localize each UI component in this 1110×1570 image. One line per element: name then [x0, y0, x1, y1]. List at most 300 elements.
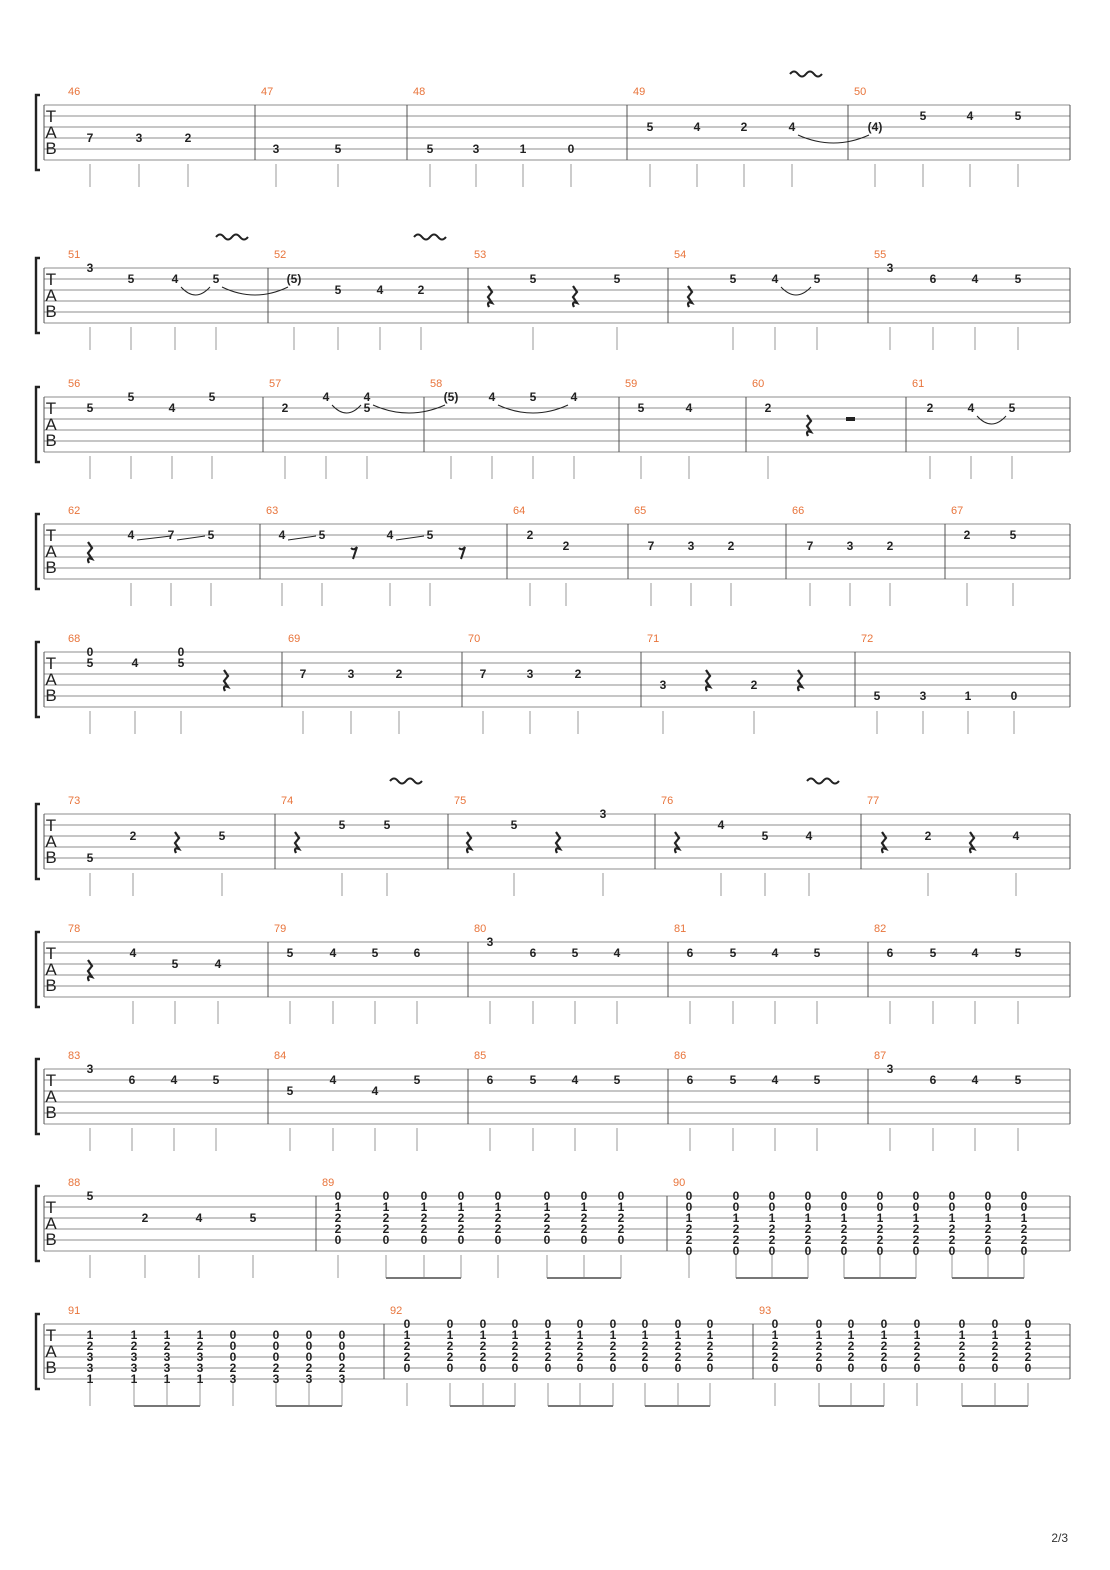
fret-number: 0	[991, 1317, 999, 1331]
quarter-rest-icon	[798, 670, 802, 691]
measure	[68, 1050, 220, 1151]
fret-number: 3	[229, 1372, 237, 1386]
measure	[468, 249, 621, 350]
fret-number: 0	[576, 1361, 584, 1375]
measure	[855, 633, 1018, 734]
fret-number: 0	[984, 1200, 992, 1214]
system-bracket	[36, 1314, 40, 1389]
fret-number: 1	[196, 1328, 204, 1342]
tab-clef-letter: T	[45, 107, 57, 126]
fret-number: 3	[472, 142, 480, 156]
fret-number: 1	[543, 1200, 551, 1214]
tab-system	[36, 249, 1070, 350]
fret-number: 5	[613, 272, 621, 286]
system-bracket	[36, 387, 40, 462]
fret-number: 2	[958, 1339, 966, 1353]
measure	[268, 1050, 421, 1151]
tab-clef-letter: T	[45, 270, 57, 289]
fret-number: 1	[420, 1200, 428, 1214]
fret-number: 2	[544, 1339, 552, 1353]
measure-number: 52	[274, 249, 287, 261]
measure-number: 74	[281, 795, 294, 807]
fret-number: 0	[1024, 1317, 1032, 1331]
fret-number: 1	[880, 1328, 888, 1342]
fret-number: 2	[926, 401, 934, 415]
fret-number: 2	[674, 1339, 682, 1353]
fret-number: 5	[510, 818, 518, 832]
fret-number: 2	[963, 528, 971, 542]
fret-number: 0	[511, 1361, 519, 1375]
fret-number: 0	[732, 1244, 740, 1258]
fret-number: 1	[130, 1372, 138, 1386]
fret-number: 6	[886, 946, 894, 960]
measure	[424, 378, 578, 479]
fret-number: 2	[685, 1222, 693, 1236]
measure-number: 67	[951, 505, 964, 517]
fret-number: 5	[413, 1073, 421, 1087]
fret-number: 3	[130, 1361, 138, 1375]
fret-number: 2	[395, 667, 403, 681]
fret-number: 0	[948, 1200, 956, 1214]
fret-number: 0	[847, 1317, 855, 1331]
fret-number: 5	[86, 1189, 94, 1203]
fret-number: 1	[511, 1328, 519, 1342]
measure-number: 91	[68, 1305, 81, 1317]
tie-arc	[222, 287, 288, 295]
measure-number: 86	[674, 1050, 687, 1062]
fret-number: 1	[964, 689, 972, 703]
tab-clef-letter: A	[45, 286, 57, 305]
fret-number: 0	[479, 1317, 487, 1331]
measure	[68, 86, 192, 187]
fret-number: 2	[617, 1211, 625, 1225]
fret-number: 3	[305, 1372, 313, 1386]
fret-number: 3	[687, 539, 695, 553]
fret-number: 2	[130, 1339, 138, 1353]
fret-number: 6	[686, 1073, 694, 1087]
fret-number: 2	[446, 1339, 454, 1353]
fret-number: 1	[580, 1200, 588, 1214]
vibrato-icon	[390, 779, 422, 784]
fret-number: 0	[768, 1244, 776, 1258]
fret-number: 0	[544, 1361, 552, 1375]
fret-number: 6	[686, 946, 694, 960]
fret-number: 2	[991, 1350, 999, 1364]
tab-system	[36, 633, 1070, 734]
fret-number: 0	[732, 1200, 740, 1214]
tie-arc	[977, 416, 1006, 424]
fret-number: 2	[163, 1339, 171, 1353]
fret-number: 1	[334, 1200, 342, 1214]
fret-number: 3	[659, 678, 667, 692]
fret-number: 2	[272, 1361, 280, 1375]
fret-number: 2	[457, 1211, 465, 1225]
fret-number: 1	[685, 1211, 693, 1225]
system-bracket	[36, 95, 40, 170]
tab-clef-letter: A	[45, 415, 57, 434]
fret-number: 6	[929, 1073, 937, 1087]
fret-number: 0	[177, 645, 185, 659]
measure-number: 81	[674, 923, 687, 935]
fret-number: 2	[609, 1350, 617, 1364]
fret-number: 2	[543, 1222, 551, 1236]
fret-number: 0	[229, 1339, 237, 1353]
measure-number: 84	[274, 1050, 287, 1062]
measure	[667, 1177, 1028, 1278]
fret-number: 4	[488, 390, 496, 404]
fret-number: 5	[729, 272, 737, 286]
tab-clef-letter: B	[45, 139, 57, 158]
fret-number: 5	[212, 272, 220, 286]
fret-number: 2	[526, 528, 534, 542]
measure-number: 73	[68, 795, 81, 807]
measure-number: 70	[468, 633, 481, 645]
fret-number: 1	[130, 1328, 138, 1342]
fret-number: 0	[494, 1233, 502, 1247]
fret-number: 0	[1020, 1244, 1028, 1258]
fret-number: 2	[948, 1222, 956, 1236]
tab-clef-letter: B	[45, 302, 57, 321]
fret-number: 1	[1024, 1328, 1032, 1342]
fret-number: 1	[576, 1328, 584, 1342]
fret-number: 0	[876, 1244, 884, 1258]
slide-line	[396, 536, 424, 540]
fret-number: 1	[815, 1328, 823, 1342]
fret-number: 0	[732, 1189, 740, 1203]
fret-number: 4	[371, 1084, 379, 1098]
system-bracket	[36, 804, 40, 879]
measure	[68, 249, 220, 350]
measure-number: 69	[288, 633, 301, 645]
fret-number: 0	[815, 1317, 823, 1331]
fret-number: 1	[948, 1211, 956, 1225]
fret-number: 0	[494, 1189, 502, 1203]
fret-number: 3	[919, 689, 927, 703]
measure	[945, 505, 1017, 606]
fret-number: 2	[674, 1350, 682, 1364]
measure	[507, 505, 570, 606]
fret-number: 4	[693, 120, 701, 134]
fret-number: 2	[580, 1222, 588, 1236]
measure	[68, 1305, 346, 1406]
fret-number: (4)	[867, 120, 883, 134]
measure-number: 71	[647, 633, 660, 645]
fret-number: 2	[382, 1211, 390, 1225]
fret-number: 2	[446, 1350, 454, 1364]
fret-number: 2	[382, 1222, 390, 1236]
fret-number: 2	[876, 1233, 884, 1247]
fret-number: 2	[727, 539, 735, 553]
fret-number: 4	[195, 1211, 203, 1225]
fret-number: 2	[141, 1211, 149, 1225]
fret-number: 0	[840, 1244, 848, 1258]
fret-number: 0	[958, 1361, 966, 1375]
tab-clef-letter: A	[45, 1342, 57, 1361]
fret-number: 0	[984, 1189, 992, 1203]
fret-number: (5)	[286, 272, 302, 286]
fret-number: 3	[130, 1350, 138, 1364]
fret-number: 2	[494, 1211, 502, 1225]
quarter-rest-icon	[295, 832, 299, 853]
fret-number: 5	[249, 1211, 257, 1225]
fret-number: 0	[382, 1189, 390, 1203]
fret-number: 0	[420, 1233, 428, 1247]
fret-number: 5	[318, 528, 326, 542]
fret-number: 5	[929, 946, 937, 960]
quarter-rest-icon	[706, 670, 710, 691]
quarter-rest-icon	[970, 832, 974, 853]
fret-number: 0	[912, 1244, 920, 1258]
quarter-rest-icon	[488, 286, 492, 307]
quarter-rest-icon	[224, 670, 228, 691]
fret-number: 2	[420, 1211, 428, 1225]
measure	[668, 249, 821, 350]
fret-number: 0	[685, 1200, 693, 1214]
measure	[282, 633, 403, 734]
fret-number: 7	[86, 131, 94, 145]
fret-number: 6	[413, 946, 421, 960]
fret-number: 2	[913, 1339, 921, 1353]
measure	[263, 378, 371, 479]
fret-number: 2	[196, 1339, 204, 1353]
fret-number: 1	[912, 1211, 920, 1225]
slide-line	[137, 536, 171, 540]
fret-number: 4	[131, 656, 139, 670]
fret-number: 3	[163, 1350, 171, 1364]
fret-number: 5	[171, 957, 179, 971]
fret-number: 4	[278, 528, 286, 542]
fret-number: 2	[338, 1361, 346, 1375]
fret-number: 2	[732, 1233, 740, 1247]
tab-clef-letter: T	[45, 399, 57, 418]
measure-number: 78	[68, 923, 81, 935]
fret-number: 1	[771, 1328, 779, 1342]
fret-number: 0	[641, 1317, 649, 1331]
fret-number: 3	[272, 1372, 280, 1386]
fret-number: 7	[299, 667, 307, 681]
fret-number: 5	[177, 656, 185, 670]
fret-number: 2	[576, 1350, 584, 1364]
fret-number: 2	[912, 1222, 920, 1236]
fret-number: 0	[338, 1328, 346, 1342]
measure-number: 65	[634, 505, 647, 517]
measure-number: 88	[68, 1177, 81, 1189]
fret-number: 0	[334, 1189, 342, 1203]
fret-number: 4	[971, 272, 979, 286]
fret-number: 0	[674, 1361, 682, 1375]
system-bracket	[36, 1059, 40, 1134]
fret-number: 2	[420, 1222, 428, 1236]
tab-clef-letter: A	[45, 832, 57, 851]
measure-number: 85	[474, 1050, 487, 1062]
fret-number: 0	[840, 1200, 848, 1214]
quarter-rest-icon	[175, 832, 179, 853]
measure-number: 63	[266, 505, 279, 517]
fret-number: 4	[771, 272, 779, 286]
fret-number: 0	[580, 1189, 588, 1203]
quarter-rest-icon	[467, 832, 471, 853]
fret-number: 5	[571, 946, 579, 960]
fret-number: 0	[912, 1200, 920, 1214]
tab-system	[36, 795, 1070, 896]
tab-clef-letter: A	[45, 542, 57, 561]
fret-number: 0	[685, 1244, 693, 1258]
tab-clef-letter: B	[45, 686, 57, 705]
fret-number: 1	[446, 1328, 454, 1342]
fret-number: 5	[1014, 272, 1022, 286]
fret-number: 0	[685, 1189, 693, 1203]
tab-clef-letter: T	[45, 1326, 57, 1345]
fret-number: 2	[184, 131, 192, 145]
fret-number: 2	[1020, 1222, 1028, 1236]
fret-number: 7	[167, 528, 175, 542]
fret-number: 0	[511, 1317, 519, 1331]
fret-number: 4	[1012, 829, 1020, 843]
fret-number: 0	[804, 1200, 812, 1214]
fret-number: 3	[196, 1361, 204, 1375]
measure-number: 54	[674, 249, 687, 261]
measure	[68, 633, 228, 734]
fret-number: 2	[840, 1233, 848, 1247]
quarter-rest-icon	[688, 286, 692, 307]
fret-number: 3	[846, 539, 854, 553]
measure	[448, 795, 607, 896]
fret-number: 2	[732, 1222, 740, 1236]
fret-number: 4	[329, 1073, 337, 1087]
fret-number: 0	[913, 1361, 921, 1375]
vibrato-icon	[414, 235, 446, 240]
fret-number: 0	[913, 1317, 921, 1331]
fret-number: 2	[544, 1350, 552, 1364]
fret-number: 2	[479, 1339, 487, 1353]
fret-number: 0	[272, 1328, 280, 1342]
fret-number: 1	[1020, 1211, 1028, 1225]
fret-number: 4	[168, 401, 176, 415]
fret-number: 4	[127, 528, 135, 542]
measure	[619, 378, 693, 479]
fret-number: 2	[750, 678, 758, 692]
vibrato-icon	[790, 72, 822, 77]
fret-number: 0	[334, 1233, 342, 1247]
fret-number: 1	[519, 142, 527, 156]
measure-number: 90	[673, 1177, 686, 1189]
fret-number: 5	[86, 656, 94, 670]
fret-number: 0	[403, 1361, 411, 1375]
fret-number: 5	[613, 1073, 621, 1087]
fret-number: 0	[771, 1361, 779, 1375]
tab-clef-letter: A	[45, 123, 57, 142]
measure-number: 89	[322, 1177, 335, 1189]
fret-number: 0	[229, 1350, 237, 1364]
fret-number: 3	[338, 1372, 346, 1386]
tie-arc	[781, 287, 811, 295]
fret-number: 3	[86, 1062, 94, 1076]
fret-number: 0	[1010, 689, 1018, 703]
tab-clef-letter: B	[45, 1103, 57, 1122]
fret-number: 0	[446, 1317, 454, 1331]
fret-number: 1	[163, 1328, 171, 1342]
fret-number: 2	[768, 1233, 776, 1247]
fret-number: 2	[511, 1339, 519, 1353]
measure-number: 47	[261, 86, 274, 98]
fret-number: 3	[86, 1350, 94, 1364]
tab-clef-letter: B	[45, 848, 57, 867]
fret-number: 5	[729, 1073, 737, 1087]
measure	[407, 86, 575, 187]
tab-system	[36, 378, 1070, 479]
tab-clef-letter: A	[45, 1214, 57, 1233]
fret-number: 2	[706, 1339, 714, 1353]
tab-system	[36, 505, 1070, 606]
fret-number: 0	[609, 1361, 617, 1375]
fret-number: 5	[1009, 528, 1017, 542]
fret-number: 4	[171, 272, 179, 286]
fret-number: 0	[641, 1361, 649, 1375]
fret-number: 2	[984, 1233, 992, 1247]
measure	[268, 923, 421, 1024]
fret-number: 0	[1024, 1361, 1032, 1375]
measure-number: 80	[474, 923, 487, 935]
measure	[316, 1177, 625, 1278]
fret-number: 4	[386, 528, 394, 542]
measure	[275, 795, 391, 896]
fret-number: 5	[529, 1073, 537, 1087]
fret-number: 2	[984, 1222, 992, 1236]
fret-number: 4	[570, 390, 578, 404]
fret-number: 3	[886, 261, 894, 275]
fret-number: 3	[163, 1361, 171, 1375]
measure	[868, 923, 1022, 1024]
fret-number: 0	[580, 1233, 588, 1247]
tab-clef-letter: T	[45, 944, 57, 963]
measure	[68, 795, 226, 896]
tab-clef-letter: A	[45, 670, 57, 689]
fret-number: 1	[913, 1328, 921, 1342]
measure-number: 48	[413, 86, 426, 98]
fret-number: 6	[529, 946, 537, 960]
fret-number: 2	[913, 1350, 921, 1364]
fret-number: 5	[919, 109, 927, 123]
measure-number: 55	[874, 249, 887, 261]
tab-clef-letter: A	[45, 960, 57, 979]
fret-number: 4	[685, 401, 693, 415]
fret-number: 5	[1008, 401, 1016, 415]
fret-number: 2	[281, 401, 289, 415]
fret-number: 2	[924, 829, 932, 843]
tab-system	[36, 86, 1070, 187]
slide-line	[177, 536, 205, 540]
measure-number: 72	[861, 633, 874, 645]
slide-line	[288, 536, 316, 540]
fret-number: 0	[617, 1233, 625, 1247]
fret-number: 2	[840, 1222, 848, 1236]
vibrato-icon	[807, 779, 839, 784]
fret-number: 1	[86, 1328, 94, 1342]
fret-number: 4	[771, 946, 779, 960]
measure	[668, 923, 821, 1024]
measure	[68, 505, 215, 606]
fret-number: 2	[771, 1350, 779, 1364]
fret-number: 2	[815, 1350, 823, 1364]
fret-number: 1	[617, 1200, 625, 1214]
fret-number: 0	[674, 1317, 682, 1331]
fret-number: 5	[426, 528, 434, 542]
fret-number: 2	[880, 1339, 888, 1353]
fret-number: 2	[609, 1339, 617, 1353]
tab-clef-letter: B	[45, 976, 57, 995]
fret-number: 1	[876, 1211, 884, 1225]
measure	[468, 923, 621, 1024]
